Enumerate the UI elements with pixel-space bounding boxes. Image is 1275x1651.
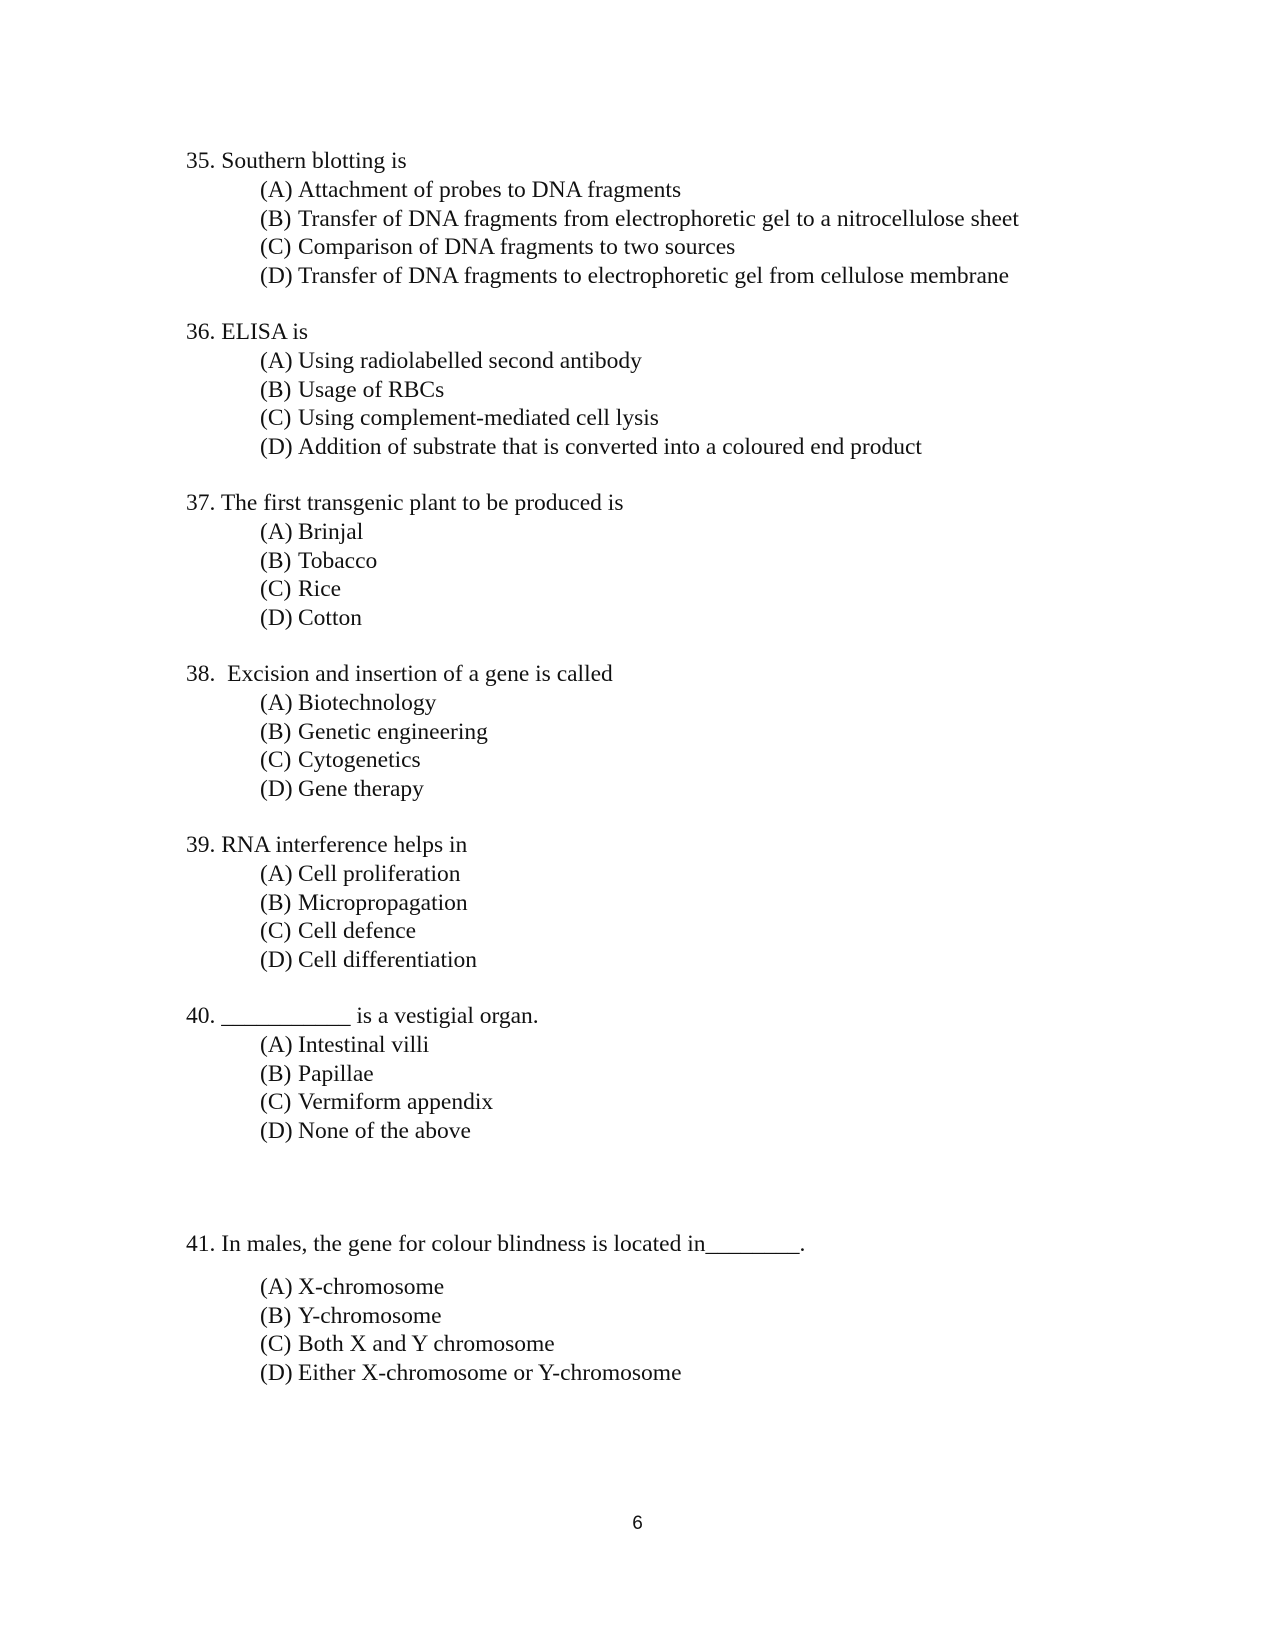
option-letter: (C) bbox=[260, 405, 292, 432]
option-text: Papillae bbox=[298, 1060, 374, 1087]
option-d bbox=[260, 433, 1166, 462]
option-list bbox=[260, 1273, 1166, 1388]
option-letter: (A) bbox=[260, 861, 293, 887]
option-text: Cotton bbox=[298, 605, 362, 632]
question-39 bbox=[186, 831, 1166, 975]
option-letter: (B) bbox=[260, 718, 292, 745]
option-letter: (D) bbox=[260, 1118, 293, 1145]
option-list bbox=[260, 518, 1166, 633]
option-text: Brinjal bbox=[298, 519, 364, 545]
option-letter: (B) bbox=[260, 889, 292, 916]
option-text: Rice bbox=[298, 576, 342, 603]
option-b bbox=[260, 376, 1166, 405]
option-letter: (C) bbox=[260, 918, 292, 945]
option-letter: (B) bbox=[260, 547, 292, 574]
option-letter: (B) bbox=[260, 376, 292, 403]
option-text: Gene therapy bbox=[298, 776, 424, 803]
option-letter: (A) bbox=[260, 348, 293, 374]
question-41 bbox=[186, 1230, 1166, 1388]
option-text: Using complement-mediated cell lysis bbox=[298, 405, 659, 432]
option-letter: (C) bbox=[260, 1331, 292, 1358]
option-letter: (C) bbox=[260, 747, 292, 774]
option-letter: (D) bbox=[260, 263, 293, 290]
option-text: Addition of substrate that is converted into a coloured end product bbox=[298, 434, 922, 461]
option-text: Either X-chromosome or Y-chromosome bbox=[298, 1360, 682, 1387]
option-letter: (C) bbox=[260, 234, 292, 261]
option-letter: (B) bbox=[260, 1060, 292, 1087]
stem-spacer bbox=[186, 1259, 1166, 1273]
option-list bbox=[260, 689, 1166, 804]
question-36 bbox=[186, 318, 1166, 462]
option-a bbox=[260, 347, 1166, 376]
option-letter: (C) bbox=[260, 1089, 292, 1116]
option-text: Comparison of DNA fragments to two sources bbox=[298, 234, 736, 261]
question-40 bbox=[186, 1002, 1166, 1146]
option-letter: (B) bbox=[260, 205, 292, 232]
question-stem: 35. Southern blotting is bbox=[186, 148, 407, 174]
option-a bbox=[260, 689, 1166, 718]
option-list bbox=[260, 860, 1166, 975]
question-38 bbox=[186, 660, 1166, 804]
option-text: Both X and Y chromosome bbox=[298, 1331, 555, 1358]
option-text: Using radiolabelled second antibody bbox=[298, 348, 642, 374]
option-d bbox=[260, 1117, 1166, 1146]
option-b bbox=[260, 718, 1166, 747]
option-text: Attachment of probes to DNA fragments bbox=[298, 177, 682, 203]
option-text: Micropropagation bbox=[298, 889, 468, 916]
option-b bbox=[260, 547, 1166, 576]
page-number: 6 bbox=[632, 1513, 643, 1534]
option-letter: (A) bbox=[260, 690, 293, 716]
option-a bbox=[260, 860, 1166, 889]
option-text: Cell differentiation bbox=[298, 947, 478, 974]
option-a bbox=[260, 518, 1166, 547]
question-stem: 40. ___________ is a vestigial organ. bbox=[186, 1003, 539, 1029]
option-letter: (A) bbox=[260, 1274, 293, 1300]
option-letter: (A) bbox=[260, 519, 293, 545]
option-text: Tobacco bbox=[298, 547, 378, 574]
question-stem: 36. ELISA is bbox=[186, 319, 309, 345]
option-b bbox=[260, 1060, 1166, 1089]
option-text: Transfer of DNA fragments from electrophoretic gel to a nitrocellulose sheet bbox=[298, 205, 1019, 232]
option-c bbox=[260, 746, 1166, 775]
option-letter: (D) bbox=[260, 434, 293, 461]
option-b bbox=[260, 205, 1166, 234]
option-letter: (D) bbox=[260, 947, 293, 974]
option-text: X-chromosome bbox=[298, 1274, 445, 1300]
option-text: Cell defence bbox=[298, 918, 417, 945]
option-list bbox=[260, 1031, 1166, 1146]
option-list bbox=[260, 347, 1166, 462]
option-text: Usage of RBCs bbox=[298, 376, 445, 403]
option-text: Y-chromosome bbox=[298, 1302, 442, 1329]
option-c bbox=[260, 404, 1166, 433]
option-letter: (D) bbox=[260, 1360, 293, 1387]
option-text: Transfer of DNA fragments to electrophoretic gel from cellulose membrane bbox=[298, 263, 1010, 290]
option-letter: (D) bbox=[260, 605, 293, 632]
option-letter: (B) bbox=[260, 1302, 292, 1329]
question-stem: 37. The first transgenic plant to be produced is bbox=[186, 490, 624, 516]
option-letter: (D) bbox=[260, 776, 293, 803]
option-d bbox=[260, 604, 1166, 633]
option-letter: (C) bbox=[260, 576, 292, 603]
option-text: Intestinal villi bbox=[298, 1032, 430, 1058]
option-d bbox=[260, 775, 1166, 804]
option-letter: (A) bbox=[260, 177, 293, 203]
option-a bbox=[260, 1273, 1166, 1302]
option-b bbox=[260, 1302, 1166, 1331]
option-b bbox=[260, 889, 1166, 918]
option-text: Cell proliferation bbox=[298, 861, 461, 887]
option-text: Genetic engineering bbox=[298, 718, 488, 745]
question-37 bbox=[186, 489, 1166, 633]
option-c bbox=[260, 233, 1166, 262]
option-text: None of the above bbox=[298, 1118, 471, 1145]
option-c bbox=[260, 1088, 1166, 1117]
option-a bbox=[260, 176, 1166, 205]
option-text: Vermiform appendix bbox=[298, 1089, 494, 1116]
option-d bbox=[260, 1359, 1166, 1388]
option-text: Biotechnology bbox=[298, 690, 437, 716]
option-d bbox=[260, 262, 1166, 291]
option-d bbox=[260, 946, 1166, 975]
option-a bbox=[260, 1031, 1166, 1060]
option-letter: (A) bbox=[260, 1032, 293, 1058]
question-stem: 39. RNA interference helps in bbox=[186, 832, 468, 858]
option-c bbox=[260, 575, 1166, 604]
option-c bbox=[260, 1330, 1166, 1359]
option-text: Cytogenetics bbox=[298, 747, 421, 774]
question-stem: 38. Excision and insertion of a gene is called bbox=[186, 661, 613, 687]
question-35 bbox=[186, 147, 1166, 291]
option-list bbox=[260, 176, 1166, 291]
question-stem: 41. In males, the gene for colour blindness is located in________. bbox=[186, 1231, 806, 1257]
option-c bbox=[260, 917, 1166, 946]
